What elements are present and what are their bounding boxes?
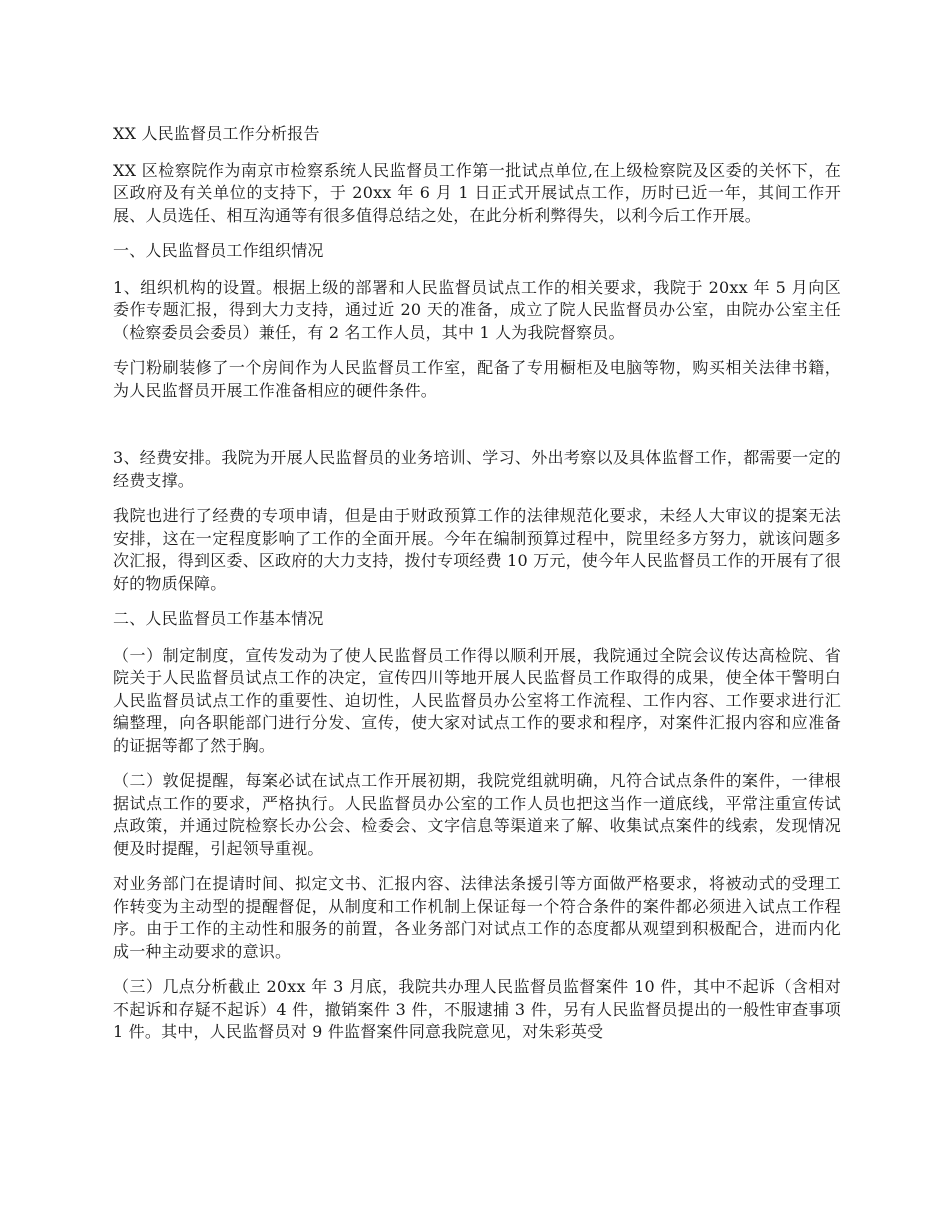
section-heading-organization: 一、人民监督员工作组织情况 [113, 241, 324, 260]
paragraph-item-3: （三）几点分析截止 20xx 年 3 月底，我院共办理人民监督员监督案件 10 件，其中不起诉（含相对不起诉和存疑不起诉）4 件，撤销案件 3 件，不服逮捕 3 件，另有人民监督员提出的一般性审查事项 1 件。其中，人民监督员对 9 件监督案件同意我院意见，对朱彩英受 [113, 977, 841, 1041]
paragraph-org-setup: 1、组织机构的设置。根据上级的部署和人民监督员试点工作的相关要求，我院于 20xx 年 5 月向区委作专题汇报，得到大力支持，通过近 20 天的准备，成立了院人民监督员办公室，由院办公室主任（检察委员会委员）兼任，有 2 名工作人员，其中 1 人为我院督察员。 [113, 277, 841, 342]
section-heading-basic-situation: 二、人民监督员工作基本情况 [113, 609, 324, 628]
paragraph-office-room: 专门粉刷装修了一个房间作为人民监督员工作室，配备了专用橱柜及电脑等物，购买相关法律书籍，为人民监督员开展工作准备相应的硬件条件。 [113, 358, 841, 400]
paragraph-intro: XX 区检察院作为南京市检察系统人民监督员工作第一批试点单位,在上级检察院及区委的关怀下，在区政府及有关单位的支持下，于 20xx 年 6 月 1 日正式开展试点工作，历时已近一年，其间工作开展、人员选任、相互沟通等有很多值得总结之处，在此分析利弊得失，以利今后工作开展。 [113, 160, 841, 225]
document-title: XX 人民监督员工作分析报告 [113, 124, 320, 143]
paragraph-funding-detail: 我院也进行了经费的专项申请，但是由于财政预算工作的法律规范化要求，未经人大审议的提案无法安排，这在一定程度影响了工作的全面开展。今年在编制预算过程中，院里经多方努力，就该问题多次汇报，得到区委、区政府的大力支持，拨付专项经费 10 万元，使今年人民监督员工作的开展有了很好的物质保障。 [113, 506, 841, 593]
paragraph-funding: 3、经费安排。我院为开展人民监督员的业务培训、学习、外出考察以及具体监督工作，都需要一定的经费支撑。 [113, 448, 841, 490]
paragraph-item-2: （二）敦促提醒，每案必试在试点工作开展初期，我院党组就明确，凡符合试点条件的案件，一律根据试点工作的要求，严格执行。人民监督员办公室的工作人员也把这当作一道底线，平常注重宣传试点政策，并通过院检察长办公会、检委会、文字信息等渠道来了解、收集试点案件的线索，发现情况便及时提醒，引起领导重视。 [113, 771, 841, 858]
document-body [113, 123, 841, 1057]
paragraph-item-1: （一）制定制度，宣传发动为了使人民监督员工作得以顺利开展，我院通过全院会议传达高检院、省院关于人民监督员试点工作的决定，宣传四川等地开展人民监督员工作取得的成果，使全体干警明白人民监督员试点工作的重要性、迫切性，人民监督员办公室将工作流程、工作内容、工作要求进行汇编整理，向各职能部门进行分发、宣传，使大家对试点工作的要求和程序，对案件汇报内容和应准备的证据等都了然于胸。 [113, 645, 841, 755]
paragraph-item-2-continued: 对业务部门在提请时间、拟定文书、汇报内容、法律法条援引等方面做严格要求，将被动式的受理工作转变为主动型的提醒督促，从制度和工作机制上保证每一个符合条件的案件都必须进入试点工作程序。由于工作的主动性和服务的前置，各业务部门对试点工作的态度都从观望到积极配合，进而内化成一种主动要求的意识。 [113, 874, 841, 961]
